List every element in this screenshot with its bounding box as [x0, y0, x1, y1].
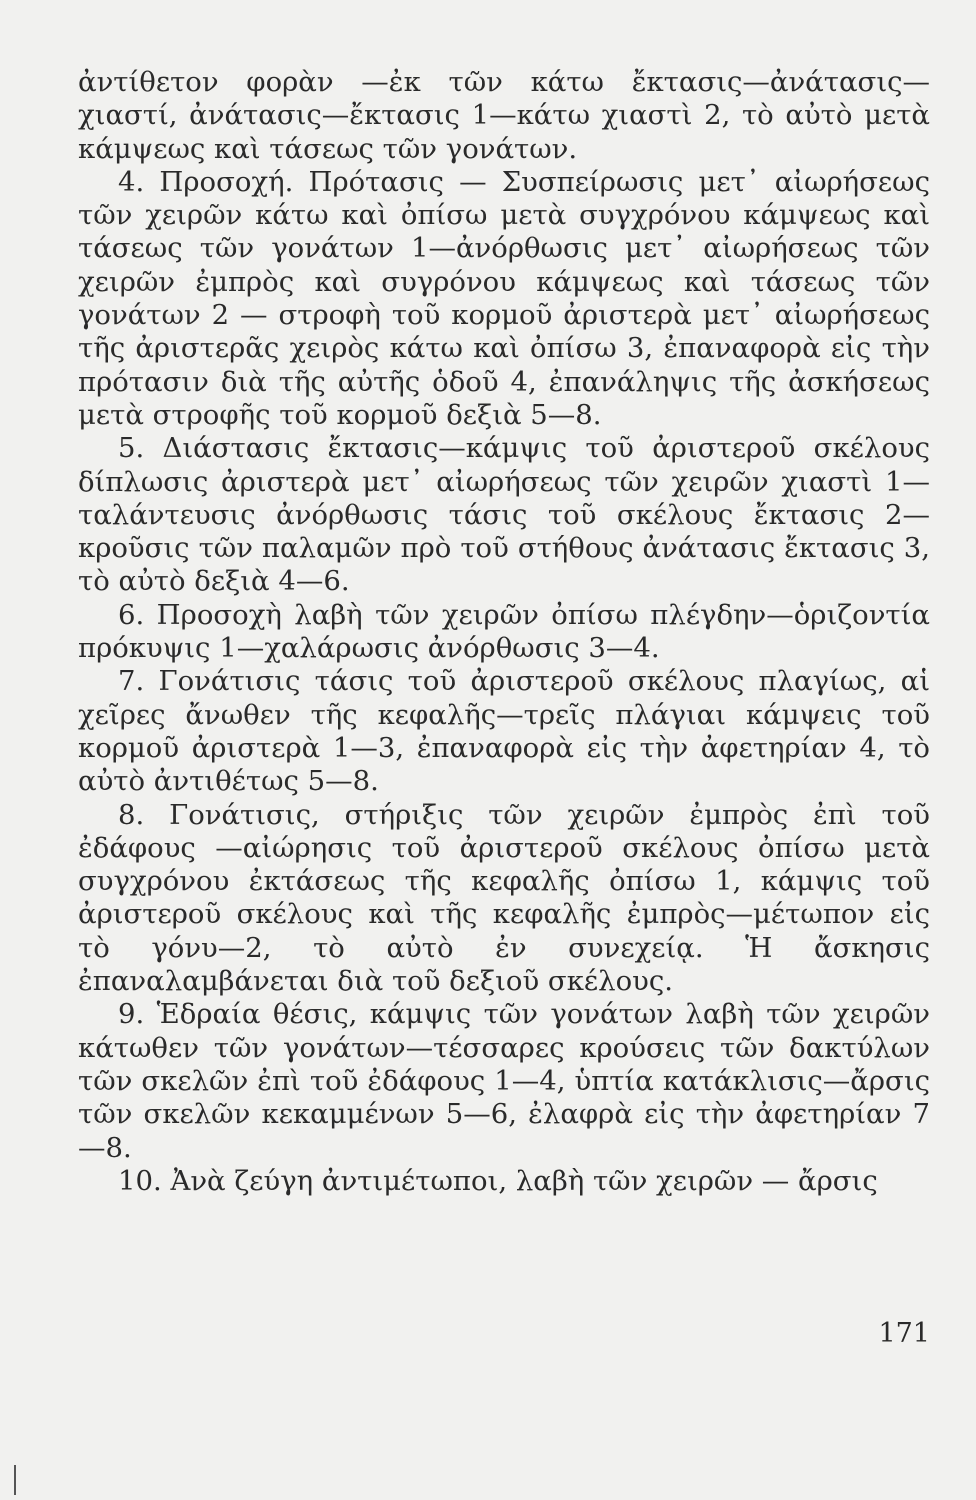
page-number: 171 [878, 1318, 930, 1349]
margin-mark [14, 1465, 16, 1495]
paragraph-exercise-7: 7. Γονάτισις τάσις τοῦ ἀριστεροῦ σκέλους πλαγίως, αἱ χεῖρες ἄνωθεν τῆς κεφαλῆς—τρεῖς πλάγιαι κάμψεις τοῦ κορμοῦ ἀριστερὰ 1—3, ἐπαναφορὰ εἰς τὴν ἀφετηρίαν 4, τὸ αὐτὸ ἀντιθέτως 5—8. [78, 665, 930, 798]
paragraph-exercise-5: 5. Διάστασις ἔκτασις—κάμψις τοῦ ἀριστεροῦ σκέλους δίπλωσις ἀριστερὰ μετ᾽ αἰωρήσεως τῶν χειρῶν χιαστὶ 1—ταλάντευσις ἀνόρθωσις τάσις τοῦ σκέλους ἔκτασις 2—κροῦσις τῶν παλαμῶν πρὸ τοῦ στήθους ἀνάτασις ἔκτασις 3, τὸ αὐτὸ δεξιὰ 4—6. [78, 432, 930, 598]
page-text-block [78, 66, 930, 1198]
paragraph-exercise-6: 6. Προσοχὴ λαβὴ τῶν χειρῶν ὀπίσω πλέγδην—ὁριζοντία πρόκυψις 1—χαλάρωσις ἀνόρθωσις 3—4. [78, 598, 930, 665]
paragraph-continuation: ἀντίθετον φορὰν —ἐκ τῶν κάτω ἔκτασις—ἀνάτασις—χιαστί, ἀνάτασις—ἔκτασις 1—κάτω χιαστὶ 2, τὸ αὐτὸ μετὰ κάμψεως καὶ τάσεως τῶν γονάτων. [78, 66, 930, 165]
paragraph-exercise-10: 10. Ἀνὰ ζεύγη ἀντιμέτωποι, λαβὴ τῶν χειρῶν — ἄρσις [118, 1164, 878, 1197]
paragraph-exercise-9: 9. Ἑδραία θέσις, κάμψις τῶν γονάτων λαβὴ τῶν χειρῶν κάτωθεν τῶν γονάτων—τέσσαρες κρούσεις τῶν δακτύλων τῶν σκελῶν ἐπὶ τοῦ ἐδάφους 1—4, ὑπτία κατάκλισις—ἄρσις τῶν σκελῶν κεκαμμένων 5—6, ἐλαφρὰ εἰς τὴν ἀφετηρίαν 7—8. [78, 998, 930, 1164]
paragraph-exercise-8: 8. Γονάτισις, στήριξις τῶν χειρῶν ἐμπρὸς ἐπὶ τοῦ ἐδάφους —αἰώρησις τοῦ ἀριστεροῦ σκέλους ὀπίσω μετὰ συγχρόνου ἐκτάσεως τῆς κεφαλῆς ὀπίσω 1, κάμψις τοῦ ἀριστεροῦ σκέλους καὶ τῆς κεφαλῆς ἐμπρὸς—μέτωπον εἰς τὸ γόνυ—2, τὸ αὐτὸ ἐν συνεχείᾳ. Ἡ ἄσκησις ἐπαναλαμβάνεται διὰ τοῦ δεξιοῦ σκέλους. [78, 798, 930, 998]
paragraph-exercise-4: 4. Προσοχή. Πρότασις — Συσπείρωσις μετ᾽ αἰωρήσεως τῶν χειρῶν κάτω καὶ ὀπίσω μετὰ συγχρόνου κάμψεως καὶ τάσεως τῶν γονάτων 1—ἀνόρθωσις μετ᾽ αἰωρήσεως τῶν χειρῶν ἐμπρὸς καὶ συγρόνου κάμψεως καὶ τάσεως τῶν γονάτων 2 — στροφὴ τοῦ κορμοῦ ἀριστερὰ μετ᾽ αἰωρήσεως τῆς ἀριστερᾶς χειρὸς κάτω καὶ ὀπίσω 3, ἐπαναφορὰ εἰς τὴν πρότασιν διὰ τῆς αὐτῆς ὁδοῦ 4, ἐπανάληψις τῆς ἀσκήσεως μετὰ στροφῆς τοῦ κορμοῦ δεξιὰ 5—8. [78, 165, 930, 431]
